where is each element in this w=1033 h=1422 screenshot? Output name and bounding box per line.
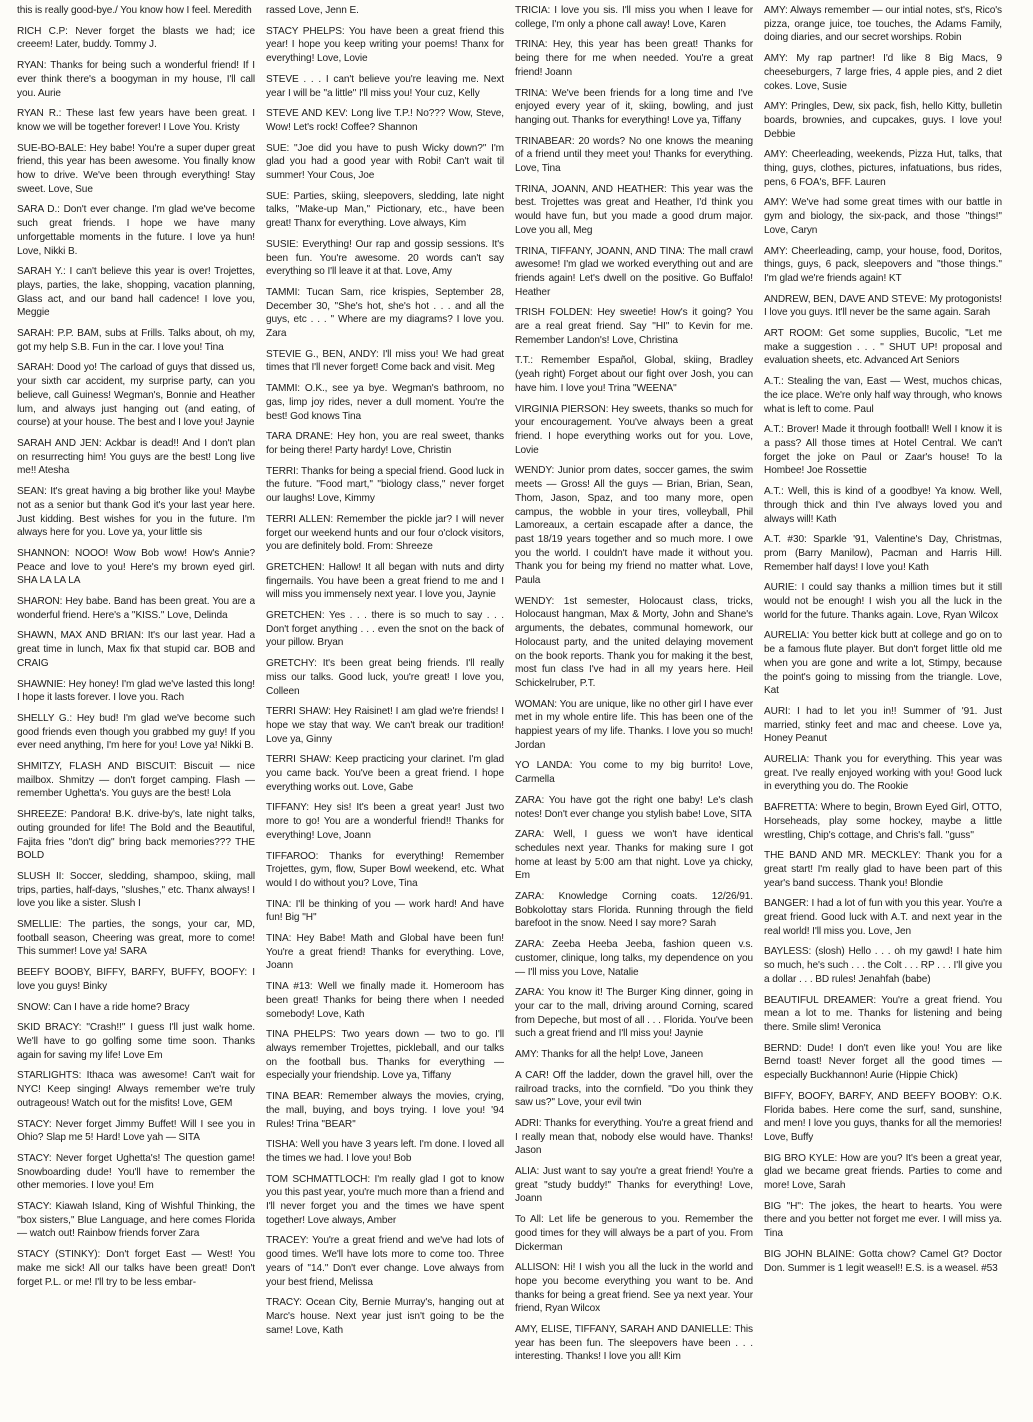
message-entry: SMELLIE: The parties, the songs, your car, MD, football season, Cheering was great, more to come! This summer! Love ya! SARA: [17, 919, 255, 958]
message-entry: ZARA: Knowledge Corning coats. 12/26/91. Bobkolottay stars Florida. Running through the field barefoot in the snow. Need I say more? Sarah: [515, 891, 753, 930]
message-entry: SUE: Parties, skiing, sleepovers, sledding, late night talks, ''Make-up Man,'' Pictionary, etc., have been great! Thanx for everything. Love always, Kim: [266, 190, 504, 230]
message-entry: AURIE: I could say thanks a million times but it still would not be enough! I wish you all the luck in the world for the future. Thanks again. Love, Ryan Wilcox: [764, 582, 1002, 621]
message-entry: TRICIA: I love you sis. I'll miss you when I leave for college, I'm only a phone call away! Love, Karen: [515, 5, 753, 30]
message-entry: SHELLY G.: Hey bud! I'm glad we've become such good friends even though you grabbed my guy! If you ever need anything, I'm here for you! Love ya! Nikki B.: [17, 712, 255, 752]
message-entry: BEEFY BOOBY, BIFFY, BARFY, BUFFY, BOOFY: I love you guys! Binky: [17, 967, 255, 992]
message-column-1: [17, 4, 255, 1422]
message-entry: ART ROOM: Get some supplies, Bucolic, ''Let me make a suggestion . . . '' SHUT UP! proposal and evaluation sheets, etc. Advanced Art Seniors: [764, 328, 1002, 367]
message-entry: RYAN R.: These last few years have been great. I know we will be together forever! I Love You. Kristy: [17, 108, 255, 133]
message-entry: AURELIA: Thank you for everything. This year was great. I've really enjoyed working with you! Good luck in everything you do. The Rookie: [764, 754, 1002, 793]
message-entry: AMY: Cheerleading, weekends, Pizza Hut, talks, that thing, guys, clothes, pictures, infatuations, bus rides, pens, 6 FOA's, BFF. Lauren: [764, 149, 1002, 188]
message-entry: AURELIA: You better kick butt at college and go on to be a famous flute player. But don't forget little old me when you are gone and write a lot, Stimpy, because the point's going to missing from the triangle. Love, Kat: [764, 630, 1002, 697]
message-entry: TRINA, TIFFANY, JOANN, AND TINA: The mall crawl awesome! I'm glad we worked everything out and are friends again! Let's dwell on the positive. Go Buffalo! Heather: [515, 245, 753, 298]
message-entry: TARA DRANE: Hey hon, you are real sweet, thanks for being there! Party hardy! Love, Christin: [266, 431, 504, 456]
message-entry: SEAN: It's great having a big brother like you! Maybe not as a senior but thank God it's your last year here. Just kidding. Best wishes for you in the future. I'm always here for you. Love ya, your little sis: [17, 486, 255, 539]
message-column-3: [515, 4, 753, 1422]
message-entry: SUE: ''Joe did you have to push Wicky down?'' I'm glad you had a good year with Robi! Can't wait til summer! Your Cous, Joe: [266, 142, 504, 182]
message-entry: TERRI: Thanks for being a special friend. Good luck in the future. ''Food mart,'' ''biology class,'' never forget our laughs! Love, Kimmy: [266, 465, 504, 505]
message-entry: ADRI: Thanks for everything. You're a great friend and I really mean that, nobody else would have. Thanks! Jason: [515, 1117, 753, 1157]
message-entry: T.T.: Remember Español, Global, skiing, Bradley (yeah right) Forget about our fight over Josh, you can have him. I love you! Trina ''WEENA'': [515, 355, 753, 394]
message-entry: ZARA: You know it! The Burger King dinner, going in your car to the mall, driving around Corning, scared from Depeche, but most of all . . . Florida. You've been such a great friend and I'll miss you! Jaynie: [515, 987, 753, 1040]
message-entry: rassed Love, Jenn E.: [266, 5, 359, 16]
message-entry: TRINA: Hey, this year has been great! Thanks for being there for me when needed. You're a great friend! Joann: [515, 39, 753, 78]
message-entry: TIFFAROO: Thanks for everything! Remember Trojettes, gym, flow, Super Bowl weekend, etc. What would I do without you? Love, Tina: [266, 850, 504, 889]
message-entry: A.T.: Stealing the van, East — West, muchos chicas, the ice place. We're only half way through, who knows what is left to come. Paul: [764, 376, 1002, 415]
message-entry: SHAWNIE: Hey honey! I'm glad we've lasted this long! I hope it lasts forever. I love you. Rach: [17, 678, 255, 704]
message-entry: A.T.: Well, this is kind of a goodbye! Ya know. Well, through thick and thin I've always loved you and always will! Kath: [764, 486, 1002, 525]
message-entry: TRINA: We've been friends for a long time and I've enjoyed every year of it, skiing, bowling, and just hanging out. Thanks for everything! Love ya, Tiffany: [515, 87, 753, 126]
message-entry: TINA: I'll be thinking of you — work hard! And have fun! Big ''H'': [266, 898, 504, 924]
message-entry: RYAN: Thanks for being such a wonderful friend! If I ever think there's a boogyman in my house, I'll call you. Aurie: [17, 60, 255, 99]
message-entry: STEVE . . . I can't believe you're leaving me. Next year I will be ''a little'' I'll miss you! Your cuz, Kelly: [266, 73, 504, 99]
message-entry: ANDREW, BEN, DAVE AND STEVE: My protogonists! I love you guys. It'll never be the same again. Sarah: [764, 293, 1002, 319]
message-entry: SARAH: Dood yo! The carload of guys that dissed us, your sixth car accident, my surprise party, can you believe, call Guiness! Wegman's, Bonnie and Heather lum, and always just hanging out (and eating, of course) at your house. The best and I love you! Jaynie: [17, 362, 255, 429]
message-entry: AMY: Pringles, Dew, six pack, fish, hello Kitty, bulletin boards, brownies, and cupcakes, guys. I love you! Debbie: [764, 101, 1002, 140]
message-entry: ZARA: Zeeba Heeba Jeeba, fashion queen v.s. customer, clinique, long talks, my dependence on you — I'll miss you Love, Natalie: [515, 939, 753, 978]
message-entry: TAMMI: Tucan Sam, rice krispies, September 28, December 30, ''She's hot, she's hot . . . and all the guys, etc . . . '' Where are my diagrams? I love you. Zara: [266, 286, 504, 340]
message-entry: RICH C.P: Never forget the blasts we had; ice creeem! Later, buddy. Tommy J.: [17, 25, 255, 51]
message-entry: STACY: Never forget Jimmy Buffet! Will I see you in Ohio? Slap me 5! Hard! Love yah — SITA: [17, 1118, 255, 1144]
message-entry: SHARON: Hey babe. Band has been great. You are a wonderful friend. Here's a ''KISS.'' Love, Delinda: [17, 596, 255, 621]
message-entry: SHANNON: NOOO! Wow Bob wow! How's Annie? Peace and love to you! Here's my brown eyed girl. SHA LA LA LA: [17, 547, 255, 587]
message-entry: BIG BRO KYLE: How are you? It's been a great year, glad we became great friends. Parties to come and more! Love, Sarah: [764, 1152, 1002, 1192]
message-entry: TISHA: Well you have 3 years left. I'm done. I loved all the times we had. I love you! Bob: [266, 1139, 504, 1164]
message-entry: GRETCHY: It's been great being friends. I'll really miss our talks. Good luck, you're great! I love you, Colleen: [266, 658, 504, 697]
message-entry: To All: Let life be generous to you. Remember the good times for they will always be a part of you. From Dickerman: [515, 1214, 753, 1253]
message-entry: STEVIE G., BEN, ANDY: I'll miss you! We had great times that I'll never forget! Come back and visit. Meg: [266, 348, 504, 374]
message-entry: TIFFANY: Hey sis! It's been a great year! Just two more to go! You are a wonderful friend!! Thanks for everything! Love, Joann: [266, 802, 504, 841]
message-entry: WENDY: 1st semester, Holocaust class, tricks, Holocaust hangman, Max & Morty, John and Shane's arguments, the debates, communal homework, our Holocaust party, and the united delaying movement on the book reports. Thank you for making it the best, most fun class I've had in all my years here. Heil Schickelruber, P.T.: [515, 595, 753, 689]
message-entry: TERRI SHAW: Hey Raisinet! I am glad we're friends! I hope we stay that way. We can't break our tradition! Love ya, Ginny: [266, 706, 504, 745]
message-entry: AMY: We've had some great times with our battle in gym and biology, the six-pack, and those ''things!'' Love, Caryn: [764, 197, 1002, 236]
message-entry: TERRI SHAW: Keep practicing your clarinet. I'm glad you came back. You've been a great friend. I hope everything works out. Love, Gabe: [266, 754, 504, 793]
message-entry: SNOW: Can I have a ride home? Bracy: [17, 1001, 190, 1013]
message-entry: YO LANDA: You come to my big burrito! Love, Carmella: [515, 760, 753, 786]
message-entry: SHMITZY, FLASH AND BISCUIT: Biscuit — nice mailbox. Shmitzy — don't forget camping. Flash — remember Ughetta's. You guys are the best! Lola: [17, 761, 255, 800]
message-entry: BEAUTIFUL DREAMER: You're a great friend. You mean a lot to me. Thanks for listening and being there. Smile slim! Veronica: [764, 994, 1002, 1033]
message-entry: STACY: Kiawah Island, King of Wishful Thinking, the ''box sisters,'' Blue Language, and here comes Florida — watch out! Rainbow friends forver Zara: [17, 1201, 255, 1240]
message-entry: WOMAN: You are unique, like no other girl I have ever met in my whole entire life. This has been one of the happiest years of my life. Thanks. I love you so much! Jordan: [515, 698, 753, 751]
message-entry: STACY (STINKY): Don't forget East — West! You make me sick! All our talks have been great! Don't forget P.L. or me! I'll try to be less embar-: [17, 1249, 255, 1288]
message-entry: ALIA: Just want to say you're a great friend! You're a great ''study buddy!'' Thanks for everything! Love, Joann: [515, 1166, 753, 1205]
message-entry: A.T. #30: Sparkle '91, Valentine's Day, Christmas, prom (Barry Manilow), Pacman and Harris Hill. Remember half days! I love you! Kath: [764, 534, 1002, 573]
message-entry: TRINABEAR: 20 words? No one knows the meaning of a friend until they meet you! Thanks for everything. Love, Tina: [515, 135, 753, 175]
message-entry: TRACY: Ocean City, Bernie Murray's, hanging out at Marc's house. Next year just isn't going to be the same! Love, Kath: [266, 1297, 504, 1336]
message-entry: TINA PHELPS: Two years down — two to go. I'll always remember Trojettes, pickleball, and our talks on the football bus. Thanks for everything — especially your friendship. Love ya, Tiffany: [266, 1029, 504, 1082]
message-entry: BAFRETTA: Where to begin, Brown Eyed Girl, OTTO, Horseheads, play some hockey, maybe a little wrestling, Chip's cottage, and Chris's fall. ''guss'': [764, 802, 1002, 841]
message-entry: VIRGINIA PIERSON: Hey sweets, thanks so much for your encouragement. You've always been a great friend. I hope everything works out for you. Love, Lovie: [515, 403, 753, 456]
message-entry: A CAR! Off the ladder, down the gravel hill, over the railroad tracks, into the cornfield. ''Do you think they saw us?'' Love, your evil twin: [515, 1069, 753, 1109]
message-entry: BIG ''H'': The jokes, the heart to hearts. You were there and you better not forget me ever. I will miss ya. Tina: [764, 1200, 1002, 1240]
message-entry: ALLISON: Hi! I wish you all the luck in the world and hope you become everything you want to be. And thanks for being a great friend. See ya next year. Your friend, Ryan Wilcox: [515, 1262, 753, 1315]
message-entry: SKID BRACY: ''Crash!!'' I guess I'll just walk home. We'll have to go golfing some time soon. Thanks again for saving my life! Love Em: [17, 1022, 255, 1061]
message-entry: SHAWN, MAX AND BRIAN: It's our last year. Had a great time in lunch, Max fix that stupid car. BOB and CRAIG: [17, 630, 255, 669]
message-entry: SARAH AND JEN: Ackbar is dead!! And I don't plan on resurrecting him! You guys are the best! Long live me!! Atesha: [17, 437, 255, 477]
message-entry: SARAH: P.P. BAM, subs at Frills. Talks about, oh my, got my help S.B. Fun in the car. I love you! Tina: [17, 328, 255, 353]
message-entry: AMY: My rap partner! I'd like 8 Big Macs, 9 cheeseburgers, 7 large fries, 4 apple pies, and 2 diet cokes. Love, Susie: [764, 53, 1002, 92]
message-entry: AMY, ELISE, TIFFANY, SARAH AND DANIELLE: This year has been fun. The sleepovers have been . . . interesting. Thanks! I love you all! Kim: [515, 1324, 753, 1363]
message-entry: TRINA, JOANN, AND HEATHER: This year was the best. Trojettes was great and Heather, I'd think you would have fun, but you made a good drum major. Love you all, Meg: [515, 183, 753, 236]
message-entry: SUE-BO-BALE: Hey babe! You're a super duper great friend, this year has been awesome. You finally know how to drive. We've been through everything! Stay sweet. Love, Sue: [17, 142, 255, 195]
message-entry: A.T.: Brover! Made it through football! Well I know it is a pass? All those times at Hotel Central. We can't forget the joke on Paul or Zaar's house! To la Hombee! Joe Rossettie: [764, 424, 1002, 477]
message-entry: GRETCHEN: Hallow! It all began with nuts and dirty fingernails. You have been a great friend to me and I will miss you immensely next year. I love you, Jaynie: [266, 561, 504, 601]
message-entry: WENDY: Junior prom dates, soccer games, the swim meets — Gross! All the guys — Brian, Brian, Sean, Thom, Jason, Spaz, and too many more, open campus, the wobble in your tires, volleyball, Phil Lamoreaux, a certain escapade after a dance, the past 18/19 years together and so much more. I owe you the world. I couldn't have made it without you. Thank you for being my friend no matter what. Love, Paula: [515, 465, 753, 587]
message-entry: STARLIGHTS: Ithaca was awesome! Can't wait for NYC! Keep singing! Always remember we're truly outrageous! Watch out for the misfits! Love, GEM: [17, 1070, 255, 1109]
message-entry: AMY: Always remember — our intial notes, st's, Rico's pizza, orange juice, toe touches, the Adams Family, doing diaries, and our secret worships. Robin: [764, 5, 1002, 44]
message-entry: SARAH Y.: I can't believe this year is over! Trojettes, plays, parties, the lake, shopping, vacation planning, Glass act, and our band hall cadence! I love you, Meggie: [17, 266, 255, 319]
message-column-2: [266, 4, 504, 1422]
message-entry: STEVE AND KEV: Long live T.P.! No??? Wow, Steve, Wow! Let's rock! Coffee? Shannon: [266, 108, 504, 133]
message-entry: AMY: Cheerleading, camp, your house, food, Doritos, things, guys, 6 pack, sleepovers and ''those things.'' I'm glad we're friends again! KT: [764, 245, 1002, 284]
message-entry: BIG JOHN BLAINE: Gotta chow? Camel Gt? Doctor Don. Summer is 1 legit weasel!! E.S. is a weasel. #53: [764, 1248, 1002, 1274]
message-entry: BANGER: I had a lot of fun with you this year. You're a great friend. Good luck with A.T. and next year in the real world! I'll miss you. Love, Jen: [764, 898, 1002, 937]
message-column-4: [764, 4, 1002, 1422]
message-entry: GRETCHEN: Yes . . . there is so much to say . . . Don't forget anything . . . even the snot on the back of your pillow. Bryan: [266, 610, 504, 649]
message-entry: SHREEZE: Pandora! B.K. drive-by's, late night talks, outing grounded for life! The Bold and the Beautiful, Fajita fries ''don't dig'' bring back memories??? THE BOLD: [17, 809, 255, 862]
message-entry: BIFFY, BOOFY, BARFY, AND BEEFY BOOBY: O.K. Florida babes. Here come the surf, sand, sunshine, and men! I love you guys, thanks for all the memories! Love, Buffy: [764, 1090, 1002, 1143]
message-entry: BAYLESS: (slosh) Hello . . . oh my gawd! I hate him so much, he's such . . . the Colt . . . RP . . . I'll give you a dollar . . . BD rules! Jenahfah (babe): [764, 946, 1002, 985]
message-entry: THE BAND AND MR. MECKLEY: Thank you for a great start! I'm really glad to have been part of this year's band success. Thank you! Blondie: [764, 850, 1002, 889]
message-entry: TINA #13: Well we finally made it. Homeroom has been great! Thanks for being there when I needed somebody! Love, Kath: [266, 981, 504, 1020]
message-entry: BERND: Dude! I don't even like you! You are like Bernd toast! Never forget all the good times — especially Buckhannon! Aurie (Hippie Chick): [764, 1042, 1002, 1082]
message-entry: TINA BEAR: Remember always the movies, crying, the mall, buying, and boys trying. I love you! '94 Rules! Trina ''BEAR'': [266, 1091, 504, 1130]
message-entry: TINA: Hey Babe! Math and Global have been fun! You're a great friend! Thanks for everything. Love, Joann: [266, 933, 504, 972]
message-entry: TAMMI: O.K., see ya bye. Wegman's bathroom, no gas, limp joy rides, never a dull moment. You're the best! God knows Tina: [266, 383, 504, 422]
message-entry: SLUSH II: Soccer, sledding, shampoo, skiing, mall trips, parties, half-days, ''slushes,'' etc. Thanx always! I love you like a sister. Slush I: [17, 870, 255, 910]
message-entry: SUSIE: Everything! Our rap and gossip sessions. It's been fun. You're awesome. 20 words can't say everything so I'll leave it at that. Love, Amy: [266, 238, 504, 278]
message-entry: SARA D.: Don't ever change. I'm glad we've become such great friends. I hope we have many unforgettable moments in the future. I love ya hun! Love, Nikki B.: [17, 204, 255, 257]
message-entry: STACY PHELPS: You have been a great friend this year! I hope you keep writing your poems! Thanx for everything! Love, Lovie: [266, 25, 504, 65]
message-entry: TRISH FOLDEN: Hey sweetie! How's it going? You are a real great friend. Say ''HI'' to Kevin for me. Remember Landon's! Love, Christina: [515, 307, 753, 346]
message-entry: ZARA: You have got the right one baby! Le's clash notes! Don't ever change you stylish babe! Love, SITA: [515, 794, 753, 820]
message-entry: this is really good-bye./ You know how I feel. Meredith: [17, 5, 252, 16]
message-entry: TERRI ALLEN: Remember the pickle jar? I will never forget our weekend hunts and our four o'clock visitors, you are definitely bold. From: Shreeze: [266, 513, 504, 553]
message-entry: STACY: Never forget Ughetta's! The question game! Snowboarding dude! You'll have to remember the other memories. I love you! Em: [17, 1152, 255, 1192]
message-entry: AURI: I had to let you in!! Summer of '91. Just married, stinky feet and mac and cheese. Love ya, Honey Peanut: [764, 705, 1002, 745]
message-entry: ZARA: Well, I guess we won't have identical schedules next year. Thanks for making sure I got home at least by 5:00 am that night. Love ya chicky, Em: [515, 829, 753, 882]
message-entry: TRACEY: You're a great friend and we've had lots of good times. We'll have lots more to come too. Three years of ''14.'' Don't ever change. Love always from your best friend, Melissa: [266, 1235, 504, 1288]
message-entry: AMY: Thanks for all the help! Love, Janeen: [515, 1049, 704, 1061]
message-entry: TOM SCHMATTLOCH: I'm really glad I got to know you this past year, you're much more than a friend and I'll never forget you and the times we have spent together! Love always, Amber: [266, 1173, 504, 1226]
